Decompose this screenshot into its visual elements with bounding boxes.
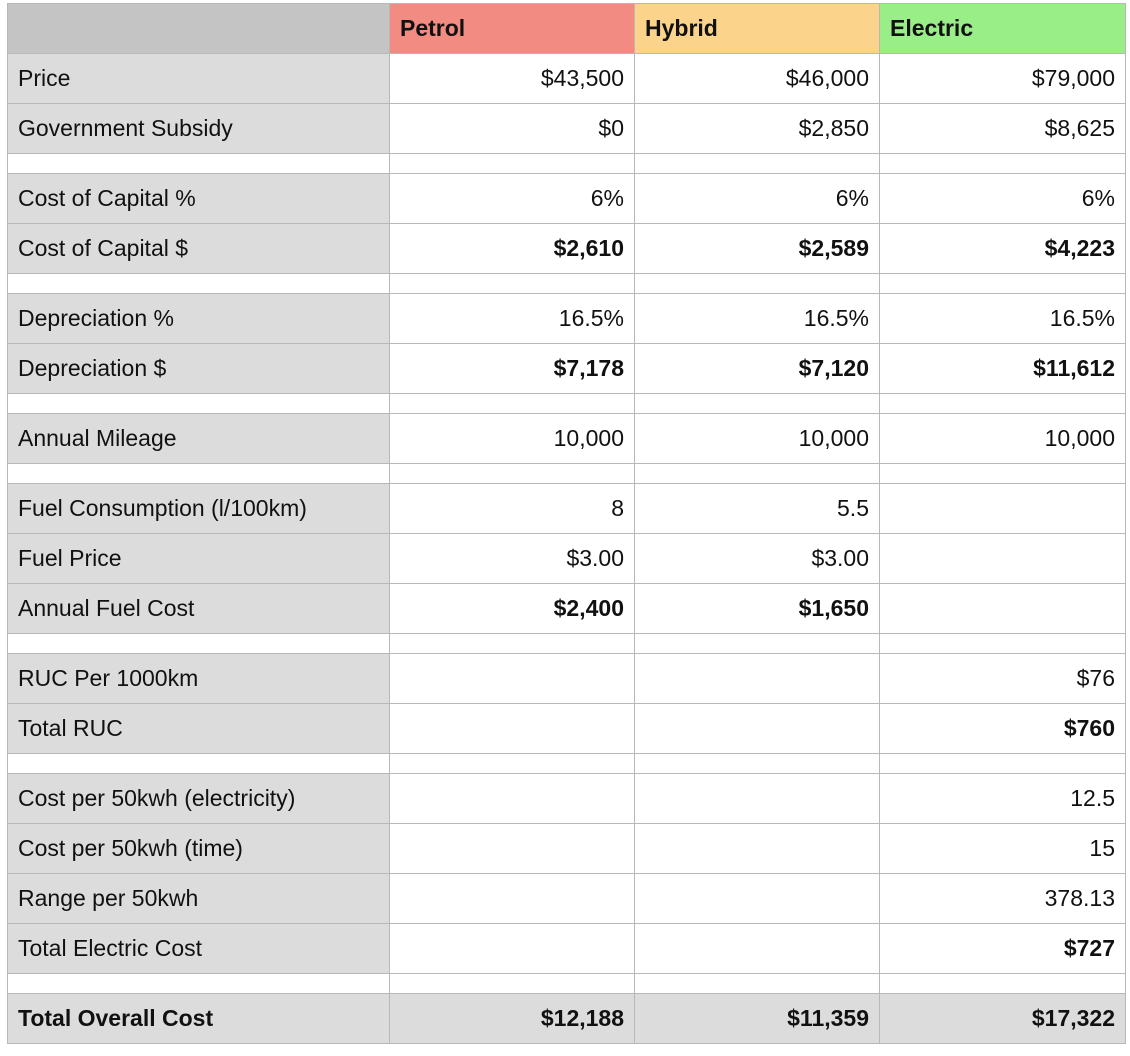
depreciation-petrol-cell[interactable]: $7,178 bbox=[390, 344, 635, 394]
total-electric-cost-petrol-cell[interactable] bbox=[390, 924, 635, 974]
row-label[interactable]: Cost of Capital % bbox=[8, 174, 390, 224]
row-cost-of-capital bbox=[8, 174, 1126, 224]
row-government-subsidy bbox=[8, 104, 1126, 154]
row-fuel-consumption-l-100km bbox=[8, 484, 1126, 534]
row-label[interactable]: Fuel Consumption (l/100km) bbox=[8, 484, 390, 534]
row-label[interactable]: Total Overall Cost bbox=[8, 994, 390, 1044]
total-overall-cost-hybrid-cell[interactable]: $11,359 bbox=[635, 994, 880, 1044]
spacer-row bbox=[8, 634, 1126, 654]
table-body bbox=[8, 4, 1126, 1044]
row-price bbox=[8, 54, 1126, 104]
empty-cell[interactable] bbox=[880, 394, 1126, 414]
cost-per-50kwh-time-hybrid-cell[interactable] bbox=[635, 824, 880, 874]
row-fuel-price bbox=[8, 534, 1126, 584]
empty-cell[interactable] bbox=[390, 154, 635, 174]
fuel-consumption-l-100km-petrol-cell[interactable]: 8 bbox=[390, 484, 635, 534]
row-label[interactable]: Cost per 50kwh (electricity) bbox=[8, 774, 390, 824]
row-ruc-per-1000km bbox=[8, 654, 1126, 704]
row-depreciation bbox=[8, 344, 1126, 394]
total-electric-cost-electric-cell[interactable]: $727 bbox=[880, 924, 1126, 974]
cost-of-capital-electric-cell[interactable]: 6% bbox=[880, 174, 1126, 224]
cost-comparison-table bbox=[7, 3, 1126, 1044]
government-subsidy-hybrid-cell[interactable]: $2,850 bbox=[635, 104, 880, 154]
empty-cell[interactable] bbox=[880, 754, 1126, 774]
annual-mileage-hybrid-cell[interactable]: 10,000 bbox=[635, 414, 880, 464]
annual-mileage-electric-cell[interactable]: 10,000 bbox=[880, 414, 1126, 464]
row-label[interactable]: RUC Per 1000km bbox=[8, 654, 390, 704]
empty-cell[interactable] bbox=[880, 274, 1126, 294]
row-label[interactable]: Cost per 50kwh (time) bbox=[8, 824, 390, 874]
spacer-row bbox=[8, 974, 1126, 994]
cost-of-capital-hybrid-cell[interactable]: $2,589 bbox=[635, 224, 880, 274]
total-overall-cost-electric-cell[interactable]: $17,322 bbox=[880, 994, 1126, 1044]
empty-cell[interactable] bbox=[8, 394, 390, 414]
cost-of-capital-hybrid-cell[interactable]: 6% bbox=[635, 174, 880, 224]
spacer-row bbox=[8, 754, 1126, 774]
range-per-50kwh-electric-cell[interactable]: 378.13 bbox=[880, 874, 1126, 924]
depreciation-hybrid-cell[interactable]: 16.5% bbox=[635, 294, 880, 344]
empty-cell[interactable] bbox=[635, 394, 880, 414]
row-label[interactable]: Annual Mileage bbox=[8, 414, 390, 464]
annual-fuel-cost-hybrid-cell[interactable]: $1,650 bbox=[635, 584, 880, 634]
total-electric-cost-hybrid-cell[interactable] bbox=[635, 924, 880, 974]
total-ruc-electric-cell[interactable]: $760 bbox=[880, 704, 1126, 754]
spacer-row bbox=[8, 154, 1126, 174]
cost-per-50kwh-time-petrol-cell[interactable] bbox=[390, 824, 635, 874]
row-annual-mileage bbox=[8, 414, 1126, 464]
fuel-consumption-l-100km-hybrid-cell[interactable]: 5.5 bbox=[635, 484, 880, 534]
depreciation-electric-cell[interactable]: $11,612 bbox=[880, 344, 1126, 394]
row-cost-per-50kwh-electricity bbox=[8, 774, 1126, 824]
fuel-consumption-l-100km-electric-cell[interactable] bbox=[880, 484, 1126, 534]
empty-cell[interactable] bbox=[8, 154, 390, 174]
row-label[interactable]: Total RUC bbox=[8, 704, 390, 754]
empty-cell[interactable] bbox=[8, 634, 390, 654]
row-range-per-50kwh bbox=[8, 874, 1126, 924]
annual-fuel-cost-petrol-cell[interactable]: $2,400 bbox=[390, 584, 635, 634]
empty-cell[interactable] bbox=[8, 464, 390, 484]
row-label[interactable]: Depreciation % bbox=[8, 294, 390, 344]
fuel-price-petrol-cell[interactable]: $3.00 bbox=[390, 534, 635, 584]
total-overall-cost-petrol-cell[interactable]: $12,188 bbox=[390, 994, 635, 1044]
spacer-row bbox=[8, 464, 1126, 484]
empty-cell[interactable] bbox=[880, 154, 1126, 174]
empty-cell[interactable] bbox=[635, 754, 880, 774]
empty-cell[interactable] bbox=[390, 754, 635, 774]
row-label[interactable]: Price bbox=[8, 54, 390, 104]
empty-cell[interactable] bbox=[635, 464, 880, 484]
depreciation-hybrid-cell[interactable]: $7,120 bbox=[635, 344, 880, 394]
empty-cell[interactable] bbox=[390, 464, 635, 484]
row-label[interactable]: Annual Fuel Cost bbox=[8, 584, 390, 634]
fuel-price-hybrid-cell[interactable]: $3.00 bbox=[635, 534, 880, 584]
row-annual-fuel-cost bbox=[8, 584, 1126, 634]
row-total-electric-cost bbox=[8, 924, 1126, 974]
cost-of-capital-electric-cell[interactable]: $4,223 bbox=[880, 224, 1126, 274]
spacer-row bbox=[8, 274, 1126, 294]
fuel-price-electric-cell[interactable] bbox=[880, 534, 1126, 584]
empty-cell[interactable] bbox=[880, 974, 1126, 994]
header-electric[interactable]: Electric bbox=[880, 4, 1126, 54]
range-per-50kwh-petrol-cell[interactable] bbox=[390, 874, 635, 924]
spacer-row bbox=[8, 394, 1126, 414]
ruc-per-1000km-electric-cell[interactable]: $76 bbox=[880, 654, 1126, 704]
row-label[interactable]: Total Electric Cost bbox=[8, 924, 390, 974]
empty-cell[interactable] bbox=[8, 274, 390, 294]
row-label[interactable]: Cost of Capital $ bbox=[8, 224, 390, 274]
empty-cell[interactable] bbox=[8, 974, 390, 994]
row-label[interactable]: Range per 50kwh bbox=[8, 874, 390, 924]
annual-mileage-petrol-cell[interactable]: 10,000 bbox=[390, 414, 635, 464]
range-per-50kwh-hybrid-cell[interactable] bbox=[635, 874, 880, 924]
total-ruc-hybrid-cell[interactable] bbox=[635, 704, 880, 754]
ruc-per-1000km-hybrid-cell[interactable] bbox=[635, 654, 880, 704]
cost-of-capital-petrol-cell[interactable]: $2,610 bbox=[390, 224, 635, 274]
row-depreciation bbox=[8, 294, 1126, 344]
header-hybrid[interactable]: Hybrid bbox=[635, 4, 880, 54]
government-subsidy-petrol-cell[interactable]: $0 bbox=[390, 104, 635, 154]
row-cost-per-50kwh-time bbox=[8, 824, 1126, 874]
total-ruc-petrol-cell[interactable] bbox=[390, 704, 635, 754]
empty-cell[interactable] bbox=[635, 974, 880, 994]
cost-of-capital-petrol-cell[interactable]: 6% bbox=[390, 174, 635, 224]
price-electric-cell[interactable]: $79,000 bbox=[880, 54, 1126, 104]
cost-per-50kwh-time-electric-cell[interactable]: 15 bbox=[880, 824, 1126, 874]
empty-cell[interactable] bbox=[390, 394, 635, 414]
row-label[interactable]: Depreciation $ bbox=[8, 344, 390, 394]
cost-per-50kwh-electricity-petrol-cell[interactable] bbox=[390, 774, 635, 824]
empty-cell[interactable] bbox=[635, 274, 880, 294]
empty-cell[interactable] bbox=[390, 274, 635, 294]
row-cost-of-capital bbox=[8, 224, 1126, 274]
empty-cell[interactable] bbox=[390, 974, 635, 994]
empty-cell[interactable] bbox=[635, 634, 880, 654]
empty-cell[interactable] bbox=[880, 464, 1126, 484]
empty-cell[interactable] bbox=[390, 634, 635, 654]
row-total-ruc bbox=[8, 704, 1126, 754]
total-row-total-overall-cost bbox=[8, 994, 1126, 1044]
cost-per-50kwh-electricity-hybrid-cell[interactable] bbox=[635, 774, 880, 824]
empty-cell[interactable] bbox=[8, 754, 390, 774]
empty-cell[interactable] bbox=[635, 154, 880, 174]
price-hybrid-cell[interactable]: $46,000 bbox=[635, 54, 880, 104]
cost-per-50kwh-electricity-electric-cell[interactable]: 12.5 bbox=[880, 774, 1126, 824]
row-label[interactable]: Government Subsidy bbox=[8, 104, 390, 154]
annual-fuel-cost-electric-cell[interactable] bbox=[880, 584, 1126, 634]
government-subsidy-electric-cell[interactable]: $8,625 bbox=[880, 104, 1126, 154]
ruc-per-1000km-petrol-cell[interactable] bbox=[390, 654, 635, 704]
header-corner-cell[interactable] bbox=[8, 4, 390, 54]
row-label[interactable]: Fuel Price bbox=[8, 534, 390, 584]
depreciation-electric-cell[interactable]: 16.5% bbox=[880, 294, 1126, 344]
empty-cell[interactable] bbox=[880, 634, 1126, 654]
depreciation-petrol-cell[interactable]: 16.5% bbox=[390, 294, 635, 344]
header-row bbox=[8, 4, 1126, 54]
price-petrol-cell[interactable]: $43,500 bbox=[390, 54, 635, 104]
header-petrol[interactable]: Petrol bbox=[390, 4, 635, 54]
